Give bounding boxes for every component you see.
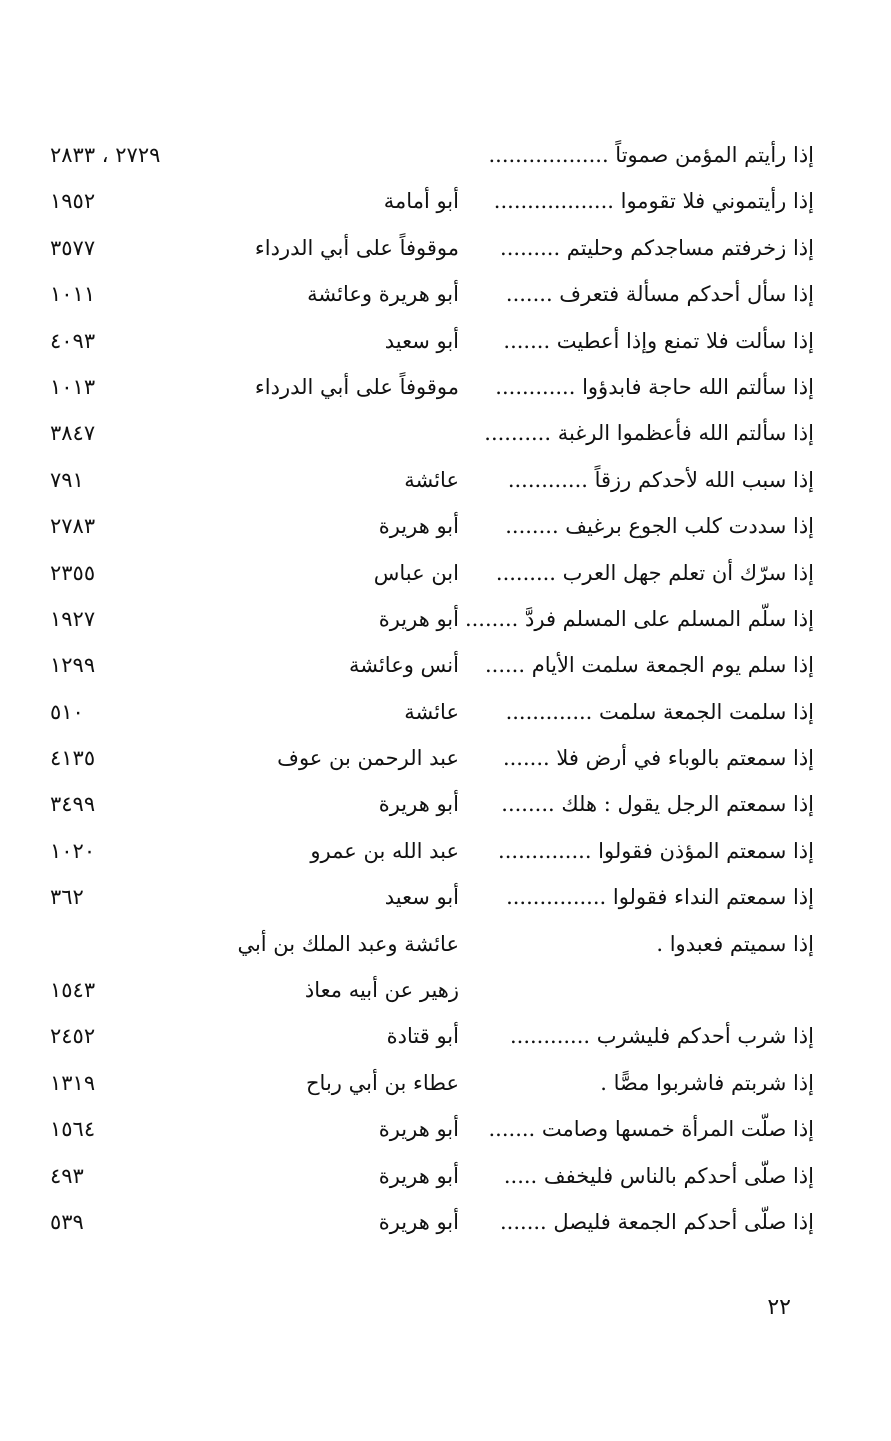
index-row — [0, 230, 891, 276]
hadith-number: ٤٠٩٣ — [50, 328, 96, 353]
hadith-number: ١٥٦٤ — [50, 1117, 96, 1142]
index-row — [0, 555, 891, 601]
hadith-number: ٥٣٩ — [50, 1209, 84, 1234]
index-row — [0, 601, 891, 647]
index-row — [0, 833, 891, 879]
hadith-number: ٢٤٥٢ — [50, 1024, 96, 1049]
index-row — [0, 926, 891, 972]
hadith-text: إذا صلّى أحدكم الجمعة فليصل ....... — [500, 1209, 814, 1234]
narrator-name: أبو هريرة — [378, 1209, 459, 1234]
index-row — [0, 972, 891, 1018]
hadith-text: إذا سمعتم بالوباء في أرض فلا ....... — [502, 746, 814, 771]
hadith-number: ١٠١٣ — [50, 374, 96, 399]
index-row — [0, 647, 891, 693]
hadith-text: إذا رأيتم المؤمن صموتاً .................. — [488, 143, 814, 167]
index-row — [0, 740, 891, 786]
narrator-name: عطاء بن أبي رباح — [305, 1070, 459, 1095]
hadith-text: إذا سألت فلا تمنع وإذا أعطيت ....... — [503, 328, 814, 353]
hadith-text: إذا سمعتم المؤذن فقولوا .............. — [498, 838, 814, 863]
index-row — [0, 276, 891, 322]
hadith-number: ٤١٣٥ — [50, 746, 96, 771]
hadith-text: إذا صلّى أحدكم بالناس فليخفف ..... — [503, 1163, 814, 1188]
narrator-name: أبو هريرة — [378, 792, 459, 817]
hadith-text: إذا سلم يوم الجمعة سلمت الأيام ...... — [484, 653, 814, 678]
narrator-name: موقوفاً على أبي الدرداء — [254, 235, 459, 260]
narrator-name: أبو هريرة — [378, 1163, 459, 1188]
index-row — [0, 694, 891, 740]
hadith-number: ١٢٩٩ — [50, 653, 96, 678]
hadith-text: إذا سألتم الله حاجة فابدؤوا ............ — [495, 374, 814, 399]
index-row — [0, 1018, 891, 1064]
hadith-text: إذا زخرفتم مساجدكم وحليتم ......... — [500, 235, 814, 260]
hadith-text: إذا سميتم فعبدوا . — [656, 931, 814, 956]
hadith-number: ١٠١١ — [50, 282, 96, 307]
hadith-number: ٣٦٢ — [50, 885, 84, 910]
hadith-number: ١٠٢٠ — [50, 838, 96, 863]
hadith-number: ١٥٤٣ — [50, 978, 96, 1003]
index-row — [0, 879, 891, 925]
hadith-number: ١٩٢٧ — [50, 606, 96, 631]
hadith-number: ١٩٥٢ — [50, 189, 96, 214]
hadith-text: إذا سلّم المسلم على المسلم فردَّ ........ — [464, 606, 814, 631]
narrator-name: عائشة — [404, 467, 459, 492]
index-row — [0, 137, 891, 183]
hadith-text: إذا صلّت المرأة خمسها وصامت ....... — [488, 1117, 814, 1142]
index-row — [0, 415, 891, 461]
index-row — [0, 786, 891, 832]
narrator-name: ابن عباس — [373, 560, 459, 585]
index-row — [0, 1158, 891, 1204]
index-row — [0, 508, 891, 554]
index-row — [0, 369, 891, 415]
hadith-text: إذا سمعتم النداء فقولوا ............... — [506, 885, 814, 910]
hadith-text: إذا شرب أحدكم فليشرب ............ — [509, 1024, 814, 1049]
hadith-number: ٢٧٢٩ ، ٢٨٣٣ — [50, 143, 161, 167]
hadith-number: ١٣١٩ — [50, 1070, 96, 1095]
narrator-name: أبو قتادة — [386, 1024, 459, 1049]
narrator-name: أنس وعائشة — [348, 653, 459, 678]
index-row — [0, 1204, 891, 1250]
narrator-name: عبد الرحمن بن عوف — [277, 746, 459, 771]
hadith-text: إذا سألتم الله فأعظموا الرغبة .......... — [484, 421, 814, 446]
hadith-text: إذا رأيتموني فلا تقوموا .................. — [493, 189, 814, 214]
narrator-name: عبد الله بن عمرو — [310, 838, 459, 863]
hadith-text: إذا سبب الله لأحدكم رزقاً ............ — [507, 467, 814, 492]
hadith-number: ٣٤٩٩ — [50, 792, 96, 817]
index-row — [0, 183, 891, 229]
narrator-name: أبو هريرة — [378, 514, 459, 539]
hadith-text: إذا شربتم فاشربوا مصًّا . — [600, 1070, 814, 1095]
hadith-text: إذا سرّك أن تعلم جهل العرب ......... — [495, 560, 814, 585]
hadith-text: إذا سددت كلب الجوع برغيف ........ — [505, 514, 814, 539]
hadith-number: ٣٥٧٧ — [50, 235, 96, 260]
index-row — [0, 462, 891, 508]
hadith-text: إذا سلمت الجمعة سلمت ............. — [505, 699, 814, 724]
index-row — [0, 1065, 891, 1111]
narrator-name: أبو سعيد — [384, 885, 459, 910]
narrator-name: أبو أمامة — [383, 189, 459, 214]
hadith-text: إذا سأل أحدكم مسألة فتعرف ....... — [505, 282, 814, 307]
narrator-name: موقوفاً على أبي الدرداء — [254, 374, 459, 399]
hadith-index-list — [0, 137, 891, 1250]
hadith-number: ٤٩٣ — [50, 1163, 84, 1188]
narrator-name: عائشة — [404, 699, 459, 724]
index-row — [0, 1111, 891, 1157]
index-row — [0, 323, 891, 369]
hadith-number: ٢٣٥٥ — [50, 560, 96, 585]
hadith-number: ٧٩١ — [50, 467, 84, 492]
narrator-name: أبو هريرة — [378, 606, 459, 631]
narrator-name: أبو سعيد — [384, 328, 459, 353]
hadith-number: ٥١٠ — [50, 699, 84, 724]
narrator-name: أبو هريرة وعائشة — [307, 282, 459, 307]
hadith-text: إذا سمعتم الرجل يقول : هلك ........ — [501, 792, 814, 817]
narrator-name: عائشة وعبد الملك بن أبي — [237, 931, 459, 956]
hadith-number: ٢٧٨٣ — [50, 514, 96, 539]
narrator-name: أبو هريرة — [378, 1117, 459, 1142]
hadith-number: ٣٨٤٧ — [50, 421, 96, 446]
narrator-name: زهير عن أبيه معاذ — [304, 978, 459, 1003]
page-number: ٢٢ — [767, 1295, 791, 1320]
